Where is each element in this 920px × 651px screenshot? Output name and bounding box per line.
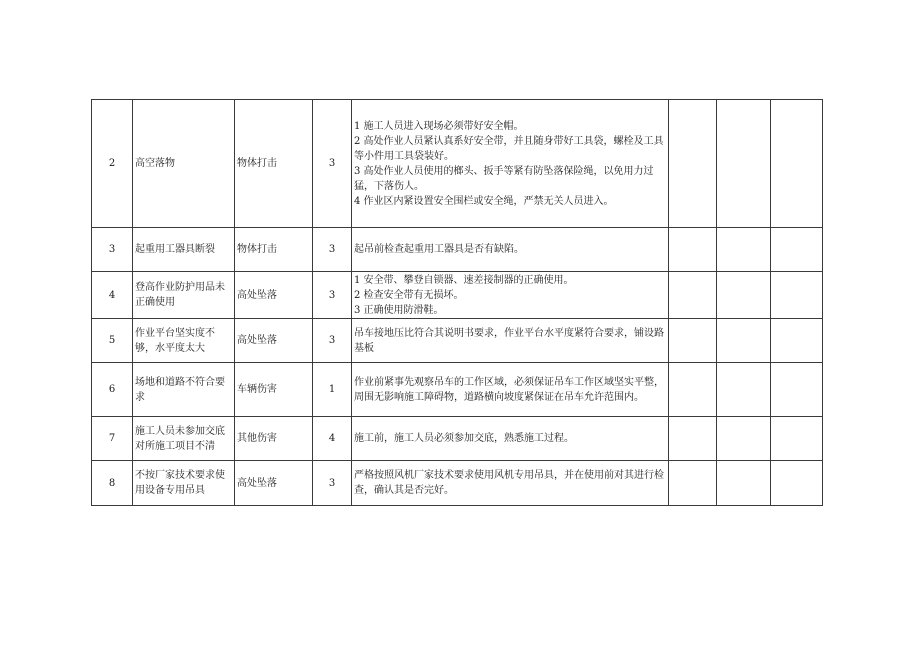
measure-line: 3 正确使用防滑鞋。 [354,304,444,316]
control-measures-cell [352,319,669,363]
measure-line: 2 检查安全带有无损坏。 [354,289,464,301]
risk-level-cell: 3 [313,100,352,228]
risk-level-cell: 3 [313,319,352,363]
empty-cell [669,228,717,272]
injury-type-cell: 车辆伤害 [235,363,313,417]
hazard-cell: 施工人员未参加交底对所施工项目不清 [133,417,235,461]
control-measures-cell [352,228,669,272]
empty-cell [771,417,823,461]
table-row [92,319,823,363]
table-row [92,417,823,461]
injury-type-cell: 物体打击 [235,228,313,272]
injury-type-cell: 其他伤害 [235,417,313,461]
control-measures-cell [352,363,669,417]
measure-line: 1 施工人员进入现场必须带好安全帽。 [354,120,524,132]
measure-line: 施工前，施工人员必须参加交底，熟悉施工过程。 [354,433,574,444]
row-number: 7 [92,417,133,461]
row-number: 4 [92,272,133,319]
measure-line: 1 安全带、攀登自锁器、速差接制器的正确使用。 [354,274,574,286]
empty-cell [717,319,771,363]
empty-cell [669,272,717,319]
risk-level-cell: 1 [313,363,352,417]
control-measures-cell [352,417,669,461]
empty-cell [771,461,823,506]
row-number: 8 [92,461,133,506]
hazard-cell: 高空落物 [133,100,235,228]
injury-type-cell: 高处坠落 [235,272,313,319]
control-measures-cell [352,272,669,319]
hazard-cell: 场地和道路不符合要求 [133,363,235,417]
row-number: 6 [92,363,133,417]
risk-level-cell: 3 [313,228,352,272]
empty-cell [669,417,717,461]
control-measures-cell [352,461,669,506]
empty-cell [717,100,771,228]
table-row [92,461,823,506]
empty-cell [717,363,771,417]
measure-line: 作业前紧事先观察吊车的工作区域，必须保证吊车工作区域坚实平整，周围无影响施工障碍物，道路横向坡度紧保证在吊车允许范围内。 [354,376,664,403]
risk-level-cell: 3 [313,272,352,319]
hazard-cell: 起重用工器具断裂 [133,228,235,272]
empty-cell [669,363,717,417]
empty-cell [669,319,717,363]
table-row [92,363,823,417]
empty-cell [717,228,771,272]
empty-cell [669,100,717,228]
injury-type-cell: 高处坠落 [235,461,313,506]
injury-type-cell: 高处坠落 [235,319,313,363]
control-measures-cell [352,100,669,228]
empty-cell [717,272,771,319]
table-body [92,100,823,506]
measure-line: 3 高处作业人员使用的榔头、扳手等紧有防坠落保险绳，以免用力过猛，下落伤人。 [354,165,654,192]
empty-cell [717,417,771,461]
risk-assessment-table [91,99,823,506]
row-number: 3 [92,228,133,272]
measure-line: 吊车接地压比符合其说明书要求，作业平台水平度紧符合要求，铺设路基板 [354,327,664,354]
empty-cell [771,319,823,363]
risk-level-cell: 4 [313,417,352,461]
row-number: 5 [92,319,133,363]
hazard-cell: 登高作业防护用品未正确使用 [133,272,235,319]
empty-cell [669,461,717,506]
row-number: 2 [92,100,133,228]
empty-cell [771,363,823,417]
table-row [92,272,823,319]
empty-cell [771,272,823,319]
table-row [92,228,823,272]
hazard-cell: 不按厂家技术要求使用设备专用吊具 [133,461,235,506]
measure-line: 严格按照风机厂家技术要求使用风机专用吊具，并在使用前对其进行检查，确认其是否完好。 [354,470,664,496]
measure-line: 起吊前检查起重用工器具是否有缺陷。 [354,244,524,255]
risk-level-cell: 3 [313,461,352,506]
hazard-cell: 作业平台坚实度不够，水平度太大 [133,319,235,363]
empty-cell [771,100,823,228]
table-row [92,100,823,228]
empty-cell [717,461,771,506]
injury-type-cell: 物体打击 [235,100,313,228]
measure-line: 2 高处作业人员紧认真系好安全带，并且随身带好工具袋，螺栓及工具等小件用工具袋装好。 [354,135,664,162]
measure-line: 4 作业区内紧设置安全围栏或安全绳，严禁无关人员进入。 [354,195,614,207]
empty-cell [771,228,823,272]
